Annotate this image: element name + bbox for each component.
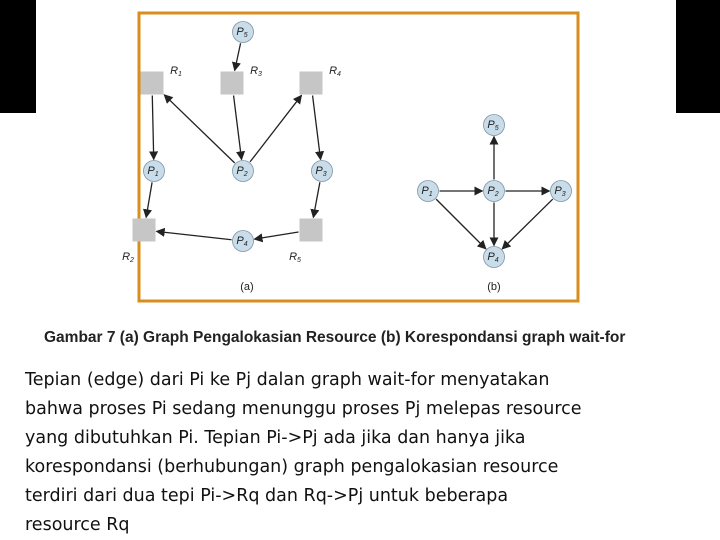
graph-b-process-label-p4: $P_4$	[487, 251, 499, 264]
graph-b-process-label-p5: $P_5$	[487, 119, 499, 132]
graph-a-resource-label-r2: $R_2$	[122, 251, 134, 264]
graph-a-resource-node-r1	[141, 72, 164, 95]
body-line: terdiri dari dua tepi Pi->Rq dan Rq->Pj untuk beberapa	[25, 486, 509, 506]
graph-a-process-label-p3: $P_3$	[315, 165, 327, 178]
body-line: bahwa proses Pi sedang menunggu proses Pj melepas resource	[25, 399, 582, 419]
corner-block-left	[0, 0, 36, 113]
figure-border	[139, 13, 578, 301]
graph-a-resource-node-r5	[300, 219, 323, 242]
graph-a-process-label-p1: $P_1$	[147, 165, 159, 178]
graph-a-resource-node-r2	[133, 219, 156, 242]
graph-a-resource-label-r5: $R_5$	[289, 251, 301, 264]
graph-b-process-label-p1: $P_1$	[421, 185, 433, 198]
graph-b-process-label-p2: $P_2$	[487, 185, 499, 198]
graph-a-label: (a)	[240, 281, 254, 293]
body-line: Tepian (edge) dari Pi ke Pj dalan graph wait-for menyatakan	[25, 370, 550, 390]
body-line: yang dibutuhkan Pi. Tepian Pi->Pj ada jika dan hanya jika	[25, 428, 526, 448]
graph-a-resource-label-r3: $R_3$	[250, 65, 262, 78]
corner-block-right	[676, 0, 720, 113]
graph-a-resource-label-r1: $R_1$	[170, 65, 182, 78]
figure-caption: Gambar 7 (a) Graph Pengalokasian Resource (b) Korespondansi graph wait-for	[44, 329, 626, 346]
graph-figure	[122, 11, 580, 303]
body-paragraph	[25, 366, 685, 540]
graph-b-process-label-p3: $P_3$	[554, 185, 566, 198]
graph-a-process-label-p2: $P_2$	[236, 165, 248, 178]
graph-a-resource-node-r3	[221, 72, 244, 95]
body-line: resource Rq	[25, 515, 130, 535]
body-line: korespondansi (berhubungan) graph pengalokasian resource	[25, 457, 559, 477]
graph-a-resource-node-r4	[300, 72, 323, 95]
graph-a-process-label-p4: $P_4$	[236, 235, 248, 248]
graph-b-label: (b)	[487, 281, 501, 293]
graph-a-resource-label-r4: $R_4$	[329, 65, 341, 78]
graph-a-process-label-p5: $P_5$	[236, 26, 248, 39]
